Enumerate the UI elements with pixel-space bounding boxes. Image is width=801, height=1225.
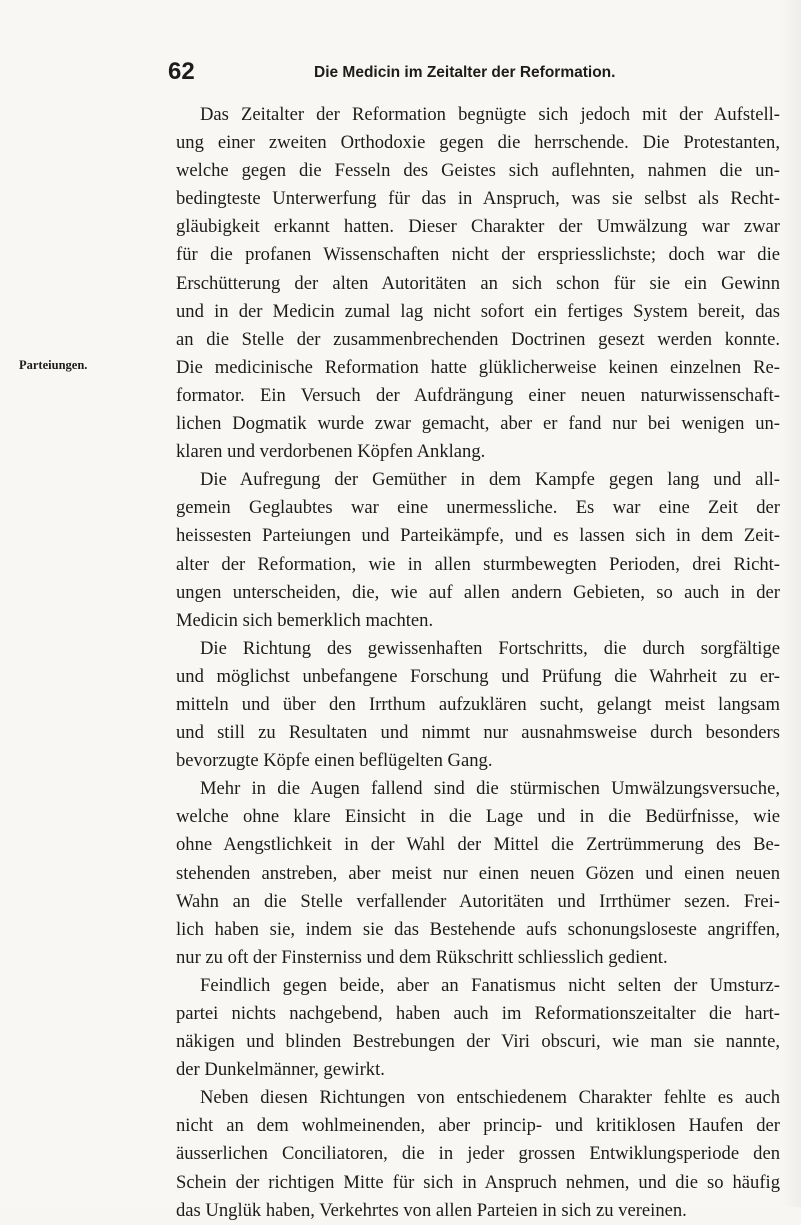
text-line: äusserlichen Conciliatoren, die in jeder grossen Entwiklungsperiode den	[176, 1143, 780, 1165]
text-line: und still zu Resultaten und nimmt nur ausnahmsweise durch besonders	[176, 722, 780, 744]
text-line: bedingteste Unterwerfung für das in Anspruch, was sie selbst als Recht-	[176, 188, 780, 210]
text-line: Die Richtung des gewissenhaften Fortschritts, die durch sorgfältige	[200, 637, 780, 659]
text-line: gemein Geglaubtes war eine unermessliche. Es war eine Zeit der	[176, 497, 780, 519]
text-line: lichen Dogmatik wurde zwar gemacht, aber er fand nur bei wenigen un-	[176, 413, 780, 435]
running-title: Die Medicin im Zeitalter der Reformation.	[314, 64, 616, 81]
text-line: Feindlich gegen beide, aber an Fanatismus nicht selten der Umsturz-	[200, 974, 780, 996]
text-line: Schein der richtigen Mitte für sich in Anspruch nehmen, und die so häufig	[176, 1171, 780, 1193]
text-line: ungen unterscheiden, die, wie auf allen andern Gebieten, so auch in der	[176, 581, 780, 603]
page-number: 62	[168, 58, 195, 85]
page-edge-shadow	[781, 0, 801, 1207]
text-line: gläubigkeit erkannt hatten. Dieser Charakter der Umwälzung war zwar	[176, 216, 780, 238]
text-line: das Unglük haben, Verkehrtes von allen Parteien in sich zu vereinen.	[176, 1199, 687, 1221]
text-line: klaren und verdorbenen Köpfen Anklang.	[176, 441, 486, 463]
text-line: Wahn an die Stelle verfallender Autoritäten und Irrthümer sezen. Frei-	[176, 890, 780, 912]
text-line: Die Aufregung der Gemüther in dem Kampfe gegen lang und all-	[200, 469, 780, 491]
text-line: Neben diesen Richtungen von entschiedenem Charakter fehlte es auch	[200, 1087, 780, 1109]
text-line: bevorzugte Köpfe einen beflügelten Gang.	[176, 750, 493, 772]
text-line: lich haben sie, indem sie das Bestehende aufs schonungsloseste angriffen,	[176, 918, 780, 940]
page-header	[168, 57, 638, 87]
text-line: ohne Aengstlichkeit in der Wahl der Mittel die Zertrümmerung des Be-	[176, 834, 780, 856]
text-line: welche gegen die Fesseln des Geistes sich auflehnten, nahmen die un-	[176, 160, 780, 182]
text-line: und in der Medicin zumal lag nicht sofort ein fertiges System bereit, das	[176, 300, 780, 322]
text-line: Erschütterung der alten Autoritäten an sich schon für sie ein Gewinn	[176, 272, 780, 294]
text-line: an die Stelle der zusammenbrechenden Doctrinen gesezt werden konnte.	[176, 328, 780, 350]
text-line: alter der Reformation, wie in allen sturmbewegten Perioden, drei Richt-	[176, 553, 780, 575]
text-line: nur zu oft der Finsterniss und dem Rükschritt schliesslich gedient.	[176, 946, 668, 968]
text-line: der Dunkelmänner, gewirkt.	[176, 1059, 385, 1081]
text-line: Mehr in die Augen fallend sind die stürmischen Umwälzungsversuche,	[200, 778, 780, 800]
text-line: heissesten Parteiungen und Parteikämpfe, und es lassen sich in dem Zeit-	[176, 525, 780, 547]
text-line: Die medicinische Reformation hatte glüklicherweise keinen einzelnen Re-	[176, 356, 780, 378]
text-line: welche ohne klare Einsicht in die Lage und in die Bedürfnisse, wie	[176, 806, 780, 828]
text-line: nicht an dem wohlmeinenden, aber princip- und kritiklosen Haufen der	[176, 1115, 780, 1137]
text-line: ung einer zweiten Orthodoxie gegen die herrschende. Die Protestanten,	[176, 132, 780, 154]
text-line: Das Zeitalter der Reformation begnügte sich jedoch mit der Aufstell-	[200, 104, 780, 125]
text-line: näkigen und blinden Bestrebungen der Viri obscuri, wie man sie nannte,	[176, 1031, 780, 1053]
text-line: formator. Ein Versuch der Aufdrängung einer neuen naturwissenschaft-	[176, 384, 780, 406]
text-line: und möglichst unbefangene Forschung und Prüfung die Wahrheit zu er-	[176, 665, 780, 687]
text-line: stehenden anstreben, aber meist nur einen neuen Gözen und einen neuen	[176, 862, 780, 884]
text-line: mitteln und über den Irrthum aufzuklären sucht, gelangt meist langsam	[176, 693, 780, 715]
margin-note: Parteiungen.	[19, 358, 88, 372]
text-line: für die profanen Wissenschaften nicht der erspriesslichste; doch war die	[176, 244, 780, 266]
text-line: Medicin sich bemerklich machten.	[176, 609, 434, 631]
text-line: partei nichts nachgebend, haben auch im Reformationszeitalter die hart-	[176, 1003, 780, 1024]
body-text	[176, 101, 780, 1225]
